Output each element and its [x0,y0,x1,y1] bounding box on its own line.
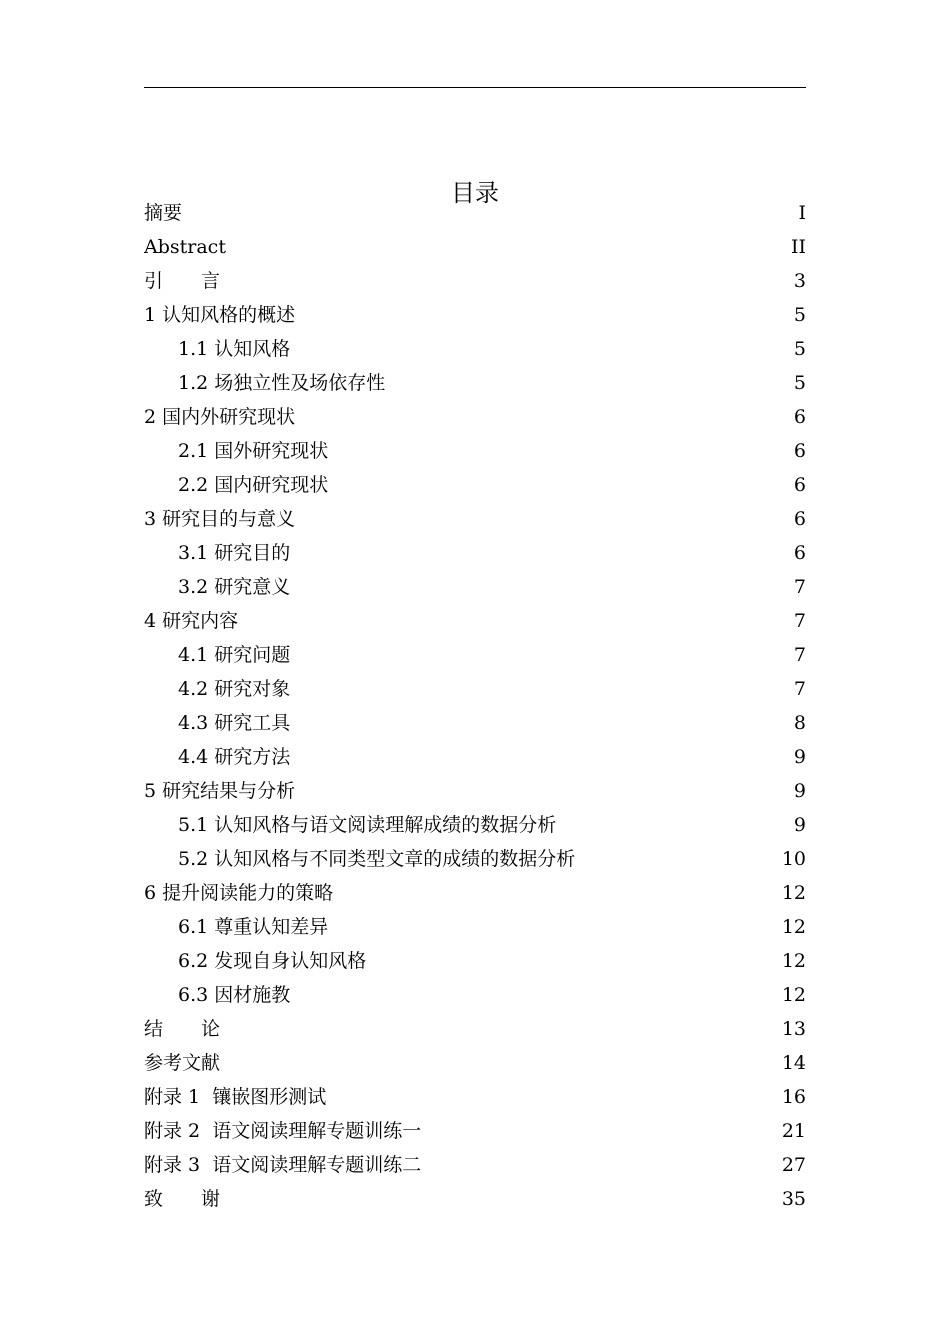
toc-entry-label: 6.2 发现自身认知风格 [178,950,367,972]
toc-entry[interactable] [144,298,806,332]
toc-entry-label: 3 研究目的与意义 [144,508,296,530]
toc-entry-label: 附录 1 镶嵌图形测试 [144,1086,327,1108]
toc-entry-page: 7 [793,576,806,598]
toc-entry-page: 12 [781,882,806,904]
toc-entry-label: 附录 2 语文阅读理解专题训练一 [144,1120,422,1142]
toc-entry-page: 7 [793,678,806,700]
toc-entry[interactable] [144,740,806,774]
toc-title: 目录 [451,179,499,208]
toc-entry-label: 参考文献 [144,1052,221,1074]
toc-entry-label: 1.1 认知风格 [178,338,291,360]
toc-entry[interactable] [144,468,806,502]
toc-entry[interactable] [144,434,806,468]
toc-entry[interactable] [144,1182,806,1216]
toc-entry-page: 12 [781,916,806,938]
toc-entry[interactable] [144,978,806,1012]
toc-entry-label: 致 谢 [144,1188,221,1210]
toc-entry[interactable] [144,1148,806,1182]
toc-list [144,196,806,1216]
toc-entry-page: 27 [781,1154,806,1176]
toc-entry-page: 6 [793,406,806,428]
toc-entry[interactable] [144,604,806,638]
toc-entry-page: 7 [793,644,806,666]
toc-entry-label: 5.2 认知风格与不同类型文章的成绩的数据分析 [178,848,576,870]
toc-entry[interactable] [144,332,806,366]
toc-entry-label: 引 言 [144,270,221,292]
toc-entry[interactable] [144,910,806,944]
toc-entry-label: 1 认知风格的概述 [144,304,296,326]
toc-entry[interactable] [144,264,806,298]
toc-entry-label: 结 论 [144,1018,221,1040]
toc-entry-label: 摘要 [144,202,183,224]
toc-entry-label: 6 提升阅读能力的策略 [144,882,334,904]
toc-entry[interactable] [144,706,806,740]
toc-entry-label: 4.4 研究方法 [178,746,291,768]
toc-entry[interactable] [144,502,806,536]
toc-entry[interactable] [144,638,806,672]
toc-entry-page: 5 [793,372,806,394]
toc-entry[interactable] [144,1046,806,1080]
toc-entry[interactable] [144,1114,806,1148]
toc-entry-label: 1.2 场独立性及场依存性 [178,372,386,394]
toc-entry-page: 16 [781,1086,806,1108]
toc-entry-label: 5 研究结果与分析 [144,780,296,802]
toc-entry[interactable] [144,196,806,230]
toc-entry-label: 2 国内外研究现状 [144,406,296,428]
toc-entry-label: 4.2 研究对象 [178,678,291,700]
toc-entry-label: 3.2 研究意义 [178,576,291,598]
toc-entry[interactable] [144,876,806,910]
toc-entry-page: 5 [793,304,806,326]
toc-entry-page: 14 [781,1052,806,1074]
toc-entry-page: 6 [793,508,806,530]
toc-entry[interactable] [144,1012,806,1046]
toc-entry-page: 7 [793,610,806,632]
header-rule [144,87,806,88]
toc-entry-label: 4 研究内容 [144,610,239,632]
toc-entry[interactable] [144,944,806,978]
toc-entry-label: 3.1 研究目的 [178,542,291,564]
toc-entry-label: 6.3 因材施教 [178,984,291,1006]
toc-entry-page: 12 [781,950,806,972]
toc-entry-label: Abstract [144,236,226,258]
toc-entry-label: 5.1 认知风格与语文阅读理解成绩的数据分析 [178,814,557,836]
toc-entry-page: 8 [793,712,806,734]
toc-entry-page: 6 [793,474,806,496]
toc-entry-page: 21 [781,1120,806,1142]
toc-entry-page: 6 [793,440,806,462]
toc-entry-page: 6 [793,542,806,564]
toc-entry-page: 13 [781,1018,806,1040]
toc-entry-page: 9 [793,746,806,768]
toc-entry-label: 6.1 尊重认知差异 [178,916,329,938]
toc-entry[interactable] [144,400,806,434]
toc-entry[interactable] [144,536,806,570]
toc-entry-label: 2.1 国外研究现状 [178,440,329,462]
toc-entry-page: 10 [781,848,806,870]
toc-entry[interactable] [144,570,806,604]
toc-entry[interactable] [144,672,806,706]
toc-entry-label: 4.1 研究问题 [178,644,291,666]
toc-entry-page: 5 [793,338,806,360]
toc-entry[interactable] [144,774,806,808]
toc-entry-page: 9 [793,814,806,836]
toc-entry[interactable] [144,842,806,876]
toc-entry-page: 3 [793,270,806,292]
toc-entry[interactable] [144,230,806,264]
toc-entry-page: 35 [781,1188,806,1210]
toc-entry[interactable] [144,808,806,842]
toc-entry-label: 附录 3 语文阅读理解专题训练二 [144,1154,422,1176]
toc-entry-page: I [798,202,806,224]
toc-entry-page: 12 [781,984,806,1006]
toc-entry-page: 9 [793,780,806,802]
toc-entry-label: 2.2 国内研究现状 [178,474,329,496]
toc-entry[interactable] [144,366,806,400]
toc-entry[interactable] [144,1080,806,1114]
toc-entry-page: II [790,236,806,258]
toc-entry-label: 4.3 研究工具 [178,712,291,734]
